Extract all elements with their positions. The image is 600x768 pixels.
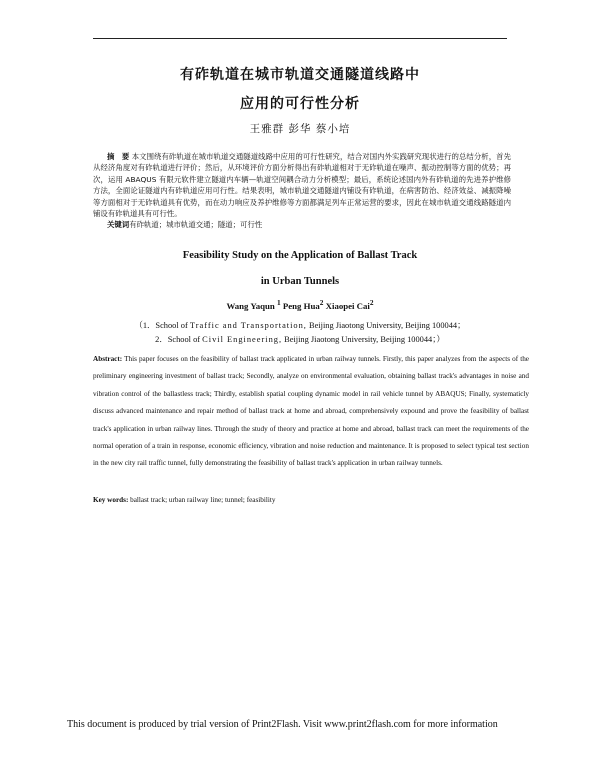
english-title-line-2: in Urban Tunnels bbox=[260, 276, 340, 287]
chinese-abstract-text: 本文围绕有砟轨道在城市轨道交通隧道线路中应用的可行性研究，结合对国内外实践研究现状进行的总结分析，首先从经济角度对有砟轨道进行评价；然后，从环境评价方面分析得出有砟轨道相对于无砟轨道在噪声、振动控制等方面的优势；再次，运用 ABAQUS 有限元软件建立隧道内车辆—轨道空间耦合动力分析模型；最后，系统论述国内外有砟轨道的先进养护维修方法，全面论证隧道内有砟轨道应用可行性。结果表明，城市轨道交通隧道内铺设有砟轨道，在病害防治、经济效益、减振降噪等方面相对于无砟轨道具有优势，而在动力响应及养护维修等方面都满足列车正常运营的要求，因此在城市轨道交通线路隧道内铺设有砟轨道具有可行性。 bbox=[93, 152, 511, 219]
chinese-title-line-2: 应用的可行性分析 bbox=[240, 96, 360, 112]
author-name: Peng Hua bbox=[282, 300, 320, 311]
affiliation-1-department: Traffic and Transportation, bbox=[189, 321, 307, 330]
author-name: Xiaopei Cai bbox=[325, 300, 370, 311]
chinese-abstract bbox=[93, 151, 511, 219]
chinese-authors: 王雅群 彭华 蔡小培 bbox=[249, 123, 351, 135]
chinese-abstract-label: 摘 要 bbox=[107, 152, 130, 161]
affiliation-2-prefix: 2．School of bbox=[155, 335, 203, 344]
english-title-line-1: Feasibility Study on the Application of Ballast Track bbox=[182, 250, 418, 261]
chinese-keywords-label: 关键词 bbox=[107, 220, 130, 229]
english-abstract-label: Abstract: bbox=[93, 355, 123, 363]
trial-watermark-footer: This document is produced by trial version of Print2Flash. Visit www.print2flash.com for more information bbox=[67, 719, 498, 730]
english-keywords-label: Key words: bbox=[93, 496, 129, 504]
affiliation-2-department: Civil Engineering, bbox=[202, 335, 283, 344]
english-abstract bbox=[93, 351, 529, 473]
author-affiliation-mark: 1 bbox=[276, 298, 281, 307]
affiliation-1-suffix: Beijing Jiaotong University, Beijing 100044； bbox=[306, 321, 466, 330]
author-affiliation-mark: 2 bbox=[319, 298, 324, 307]
author-name: Wang Yaqun bbox=[226, 300, 275, 311]
affiliation-1-prefix: （1．School of bbox=[134, 321, 190, 330]
english-keywords-text: ballast track; urban railway line; tunnel; feasibility bbox=[128, 496, 276, 504]
english-keywords bbox=[93, 496, 529, 504]
header-rule bbox=[93, 38, 507, 39]
affiliation-2-suffix: Beijing Jiaotong University, Beijing 100044；） bbox=[282, 335, 445, 344]
affiliation-1 bbox=[0, 319, 600, 331]
english-authors bbox=[0, 298, 600, 311]
chinese-keywords bbox=[93, 219, 511, 230]
affiliation-2 bbox=[0, 333, 600, 345]
chinese-title-line-1: 有砟轨道在城市轨道交通隧道线路中 bbox=[180, 67, 420, 83]
chinese-keywords-text: 有砟轨道；城市轨道交通；隧道；可行性 bbox=[129, 220, 263, 229]
english-abstract-text: This paper focuses on the feasibility of ballast track applicated in urban railway tunnels. Firstly, this paper analyzes from the aspects of the preliminary engineering investment of ballast track; Secondly, analyze on environmental evaluation, obtaining ballast track's advantages in noise and vibration control of the ballastless track; Thirdly, establish spatial coupling dynamic model in rail vehicle tunnel by ABAQUS; Finally, systematicly discuss advanced maintenance and repair method of ballast track at home and abroad, comprehensively expound and prove the feasibility of ballast track's application in urban railway lines. Through the study of theory and practice at home and abroad, ballast track can meet the requirements of the normal operation of a train in response, economic efficiency, vibration and noise reduction and maintenance. It is proposed to select typical test section in the new city rail traffic tunnel, fully demonstrating the feasibility of ballast track's application in urban railway tunnels. bbox=[93, 355, 529, 468]
author-affiliation-mark: 2 bbox=[369, 298, 374, 307]
